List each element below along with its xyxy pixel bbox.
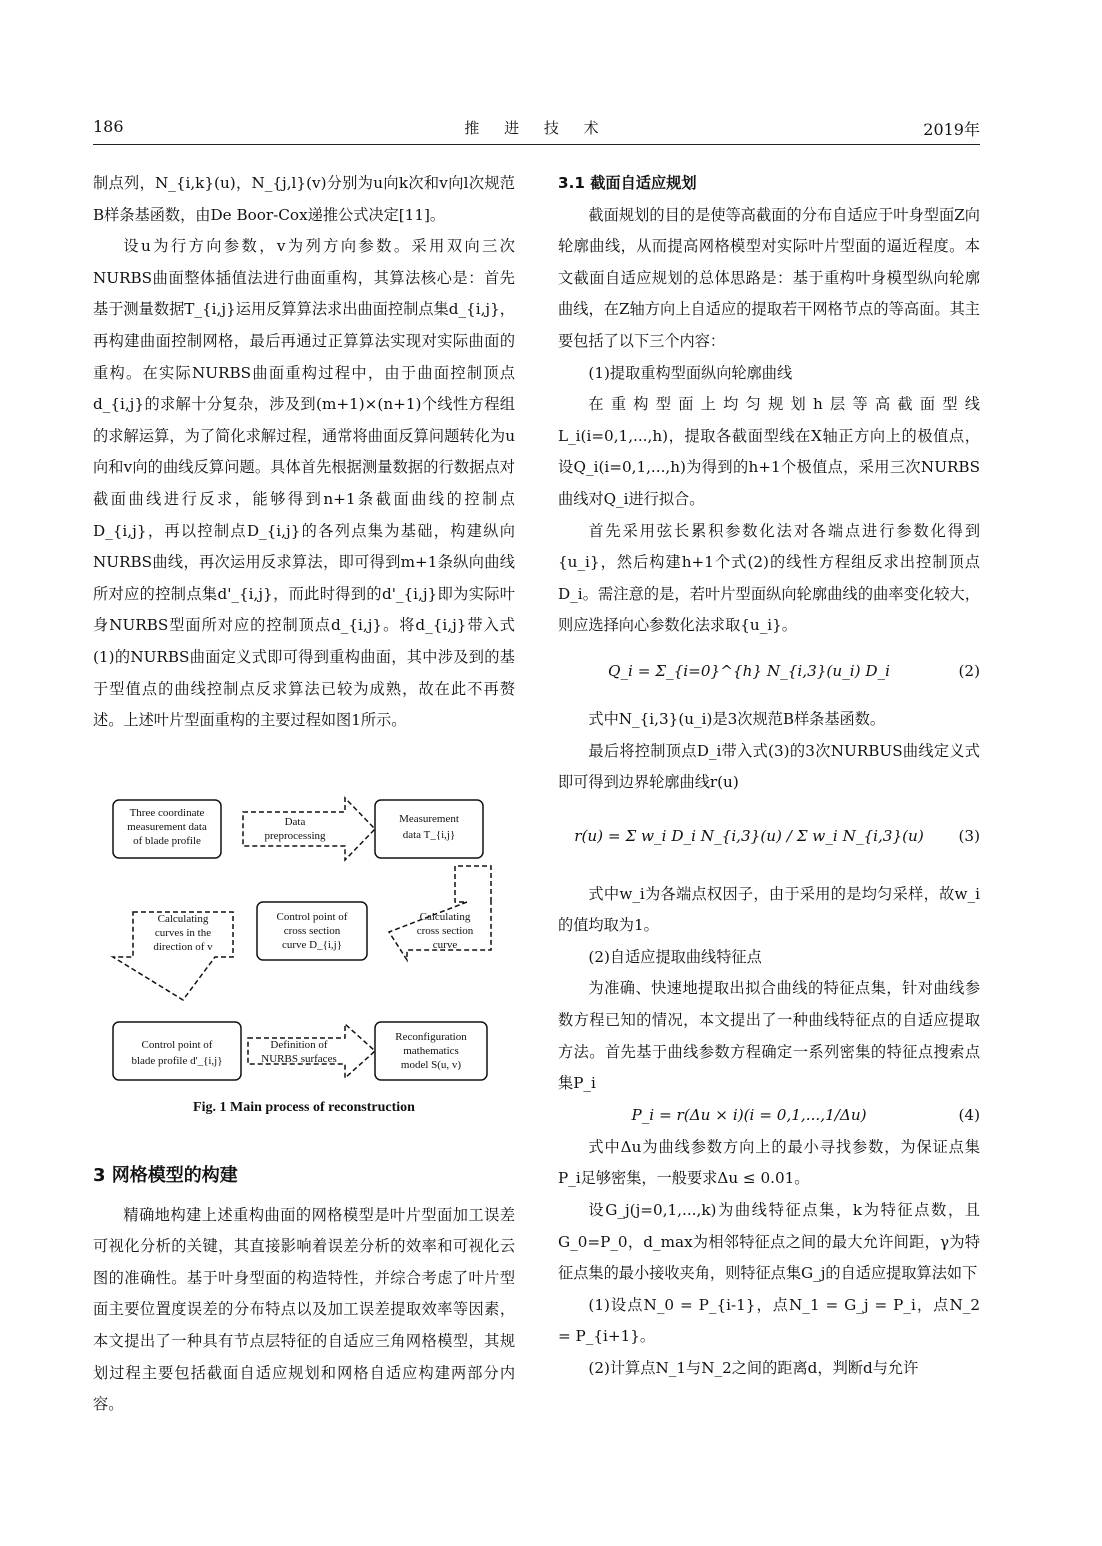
subsection-heading: 3.1 截面自适应规划 [558, 174, 697, 192]
fig-text: Measurement [399, 813, 459, 825]
fig-text: data T_{i,j} [402, 829, 456, 841]
fig-text: NURBS surfaces [261, 1053, 337, 1065]
fig-text: Calculating [419, 911, 471, 923]
equation-2 [558, 642, 980, 704]
paragraph: (1)设点N_0 = P_{i-1}，点N_1 = G_j = P_i，点N_2 = P_{i+1}。 [558, 1295, 980, 1346]
figure-1 [93, 792, 515, 1092]
fig-text: direction of v [153, 941, 213, 953]
equation-number: (4) [958, 1105, 980, 1124]
fig-text: Control point of [141, 1039, 213, 1051]
journal-name: 推 进 技 术 [464, 119, 609, 137]
fig-text: blade profile d'_{i,j} [131, 1055, 223, 1067]
left-column [93, 168, 515, 737]
header-rule [93, 144, 980, 145]
fig-text: Three coordinate [129, 807, 205, 819]
page-number: 186 [93, 117, 124, 136]
paragraph: (2)计算点N_1与N_2之间的距离d，判断d与允许 [588, 1359, 919, 1377]
box-control-point-blade [113, 1022, 241, 1080]
equation-4 [558, 1100, 980, 1132]
fig-text: model S(u, v) [400, 1059, 462, 1071]
arrow-nurbs-definition [248, 1024, 375, 1078]
paragraph: 精确地构建上述重构曲面的网格模型是叶片型面加工误差可视化分析的关键，其直接影响着误差分析的效率和可视化云图的准确性。基于叶身型面的构造特性，并综合考虑了叶片型面主要位置度误差的分布特点以及加工误差提取效率等因素，本文提出了一种具有节点层特征的自适应三角网格模型，其规划过程主要包括截面自适应规划和网格自适应构建两部分内容。 [93, 1205, 515, 1414]
equation-body: P_i = r(Δu × i)(i = 0,1,...,1/Δu) [631, 1105, 867, 1124]
equation-body: Q_i = Σ_{i=0}^{h} N_{i,3}(u_i) D_i [608, 661, 890, 680]
fig-text: Data [284, 816, 306, 828]
paragraph: 设u为行方向参数，v为列方向参数。采用双向三次NURBS曲面整体插值法进行曲面重构，其算法核心是：首先基于测量数据T_{i,j}运用反算算法求出曲面控制点集d_{i,j}，再构建曲面控制网格，最后再通过正算算法实现对实际曲面的重构。在实际NURBS曲面重构过程中，由于曲面控制顶点d_{i,j}的求解十分复杂，涉及到(m+1)×(n+1)个线性方程组的求解运算，为了简化求解过程，通常将曲面反算问题转化为u向和v向的曲线反算问题。具体首先根据测量数据的行数据点对截面曲线进行反求，能够得到n+1条截面曲线的控制点D_{i,j}，再以控制点D_{i,j}的各列点集为基础，构建纵向NURBS曲线，再次运用反求算法，即可得到m+1条纵向曲线所对应的控制点集d'_{i,j}，而此时得到的d'_{i,j}即为实际叶身NURBS型面所对应的控制顶点d_{i,j}。将d_{i,j}带入式(1)的NURBS曲面定义式即可得到重构曲面，其中涉及到的基于型值点的曲线控制点反求算法已较为成熟，故在此不再赘述。上述叶片型面重构的主要过程如图1所示。 [93, 237, 515, 730]
fig-text: Definition of [270, 1039, 328, 1051]
fig-text: Reconfiguration [395, 1031, 467, 1043]
year: 2019年 [923, 120, 980, 139]
fig-text: curves in the [154, 927, 212, 939]
fig-text: curve D_{i,j} [281, 939, 343, 951]
arrow-data-preprocessing [243, 798, 375, 860]
paragraph: 设G_j(j=0,1,...,k)为曲线特征点集，k为特征点数，且G_0=P_0，d_max为相邻特征点之间的最大允许间距，γ为特征点集的最小接收夹角，则特征点集G_j的自适应提取算法如下 [558, 1201, 980, 1283]
paragraph: 制点列，N_{i,k}(u)，N_{j,l}(v)分别为u向k次和v向l次规范B样条基函数，由De Boor-Cox递推公式决定[11]。 [93, 174, 515, 224]
fig-text: curve [432, 939, 458, 951]
fig-text: preprocessing [264, 830, 326, 842]
paragraph: (1)提取重构型面纵向轮廓曲线 [588, 363, 793, 382]
fig-text: measurement data [127, 821, 207, 833]
arrow-calculating-curves [113, 912, 233, 1000]
equation-number: (3) [958, 826, 980, 845]
fig-text: Control point of [276, 911, 348, 923]
paragraph: 式中w_i为各端点权因子，由于采用的是均匀采样，故w_i的值均取为1。 [558, 884, 980, 935]
paragraph: 式中Δu为曲线参数方向上的最小寻找参数，为保证点集P_i足够密集，一般要求Δu ≤ 0.01。 [558, 1137, 980, 1188]
paragraph: 在重构型面上均匀规划h层等高截面型线L_i(i=0,1,...,h)，提取各截面型线在X轴正方向上的极值点，设Q_i(i=0,1,...,h)为得到的h+1个极值点，采用三次NURBS曲线对Q_i进行拟合。 [558, 395, 980, 508]
equation-body: r(u) = Σ w_i D_i N_{i,3}(u) / Σ w_i N_{i,3}(u) [574, 826, 924, 845]
paragraph: 最后将控制顶点D_i带入式(3)的3次NURBUS曲线定义式即可得到边界轮廓曲线r(u) [558, 741, 980, 792]
left-column-bottom [93, 1160, 515, 1421]
paragraph: (2)自适应提取曲线特征点 [588, 947, 762, 966]
fig-text: of blade profile [133, 835, 201, 847]
paragraph: 截面规划的目的是使等高截面的分布自适应于叶身型面Z向轮廓曲线，从而提高网格模型对实际叶片型面的逼近程度。本文截面自适应规划的总体思路是：基于重构叶身模型纵向轮廓曲线，在Z轴方向上自适应的提取若干网格节点的等高面。其主要包括了以下三个内容： [558, 205, 980, 350]
paragraph: 式中N_{i,3}(u_i)是3次规范B样条基函数。 [588, 709, 886, 728]
fig-text: mathematics [403, 1045, 459, 1057]
running-header [93, 117, 980, 141]
paragraph: 为准确、快速地提取出拟合曲线的特征点集，针对曲线参数方程已知的情况，本文提出了一种曲线特征点的自适应提取方法。首先基于曲线参数方程确定一系列密集的特征点搜索点集P_i [558, 979, 980, 1093]
equation-3 [558, 799, 980, 879]
fig-text: cross section [416, 925, 474, 937]
figure-caption: Fig. 1 Main process of reconstruction [193, 1100, 415, 1115]
flowchart [93, 792, 515, 1092]
right-column [558, 168, 980, 1385]
fig-text: Calculating [157, 913, 209, 925]
paragraph: 首先采用弦长累积参数化法对各端点进行参数化得到{u_i}，然后构建h+1个式(2)的线性方程组反求出控制顶点D_i。需注意的是，若叶片型面纵向轮廓曲线的曲率变化较大，则应选择向心参数化法求取{u_i}。 [558, 521, 980, 635]
section-heading: 3 网格模型的构建 [93, 1165, 238, 1186]
equation-number: (2) [958, 661, 980, 680]
fig-text: cross section [283, 925, 341, 937]
